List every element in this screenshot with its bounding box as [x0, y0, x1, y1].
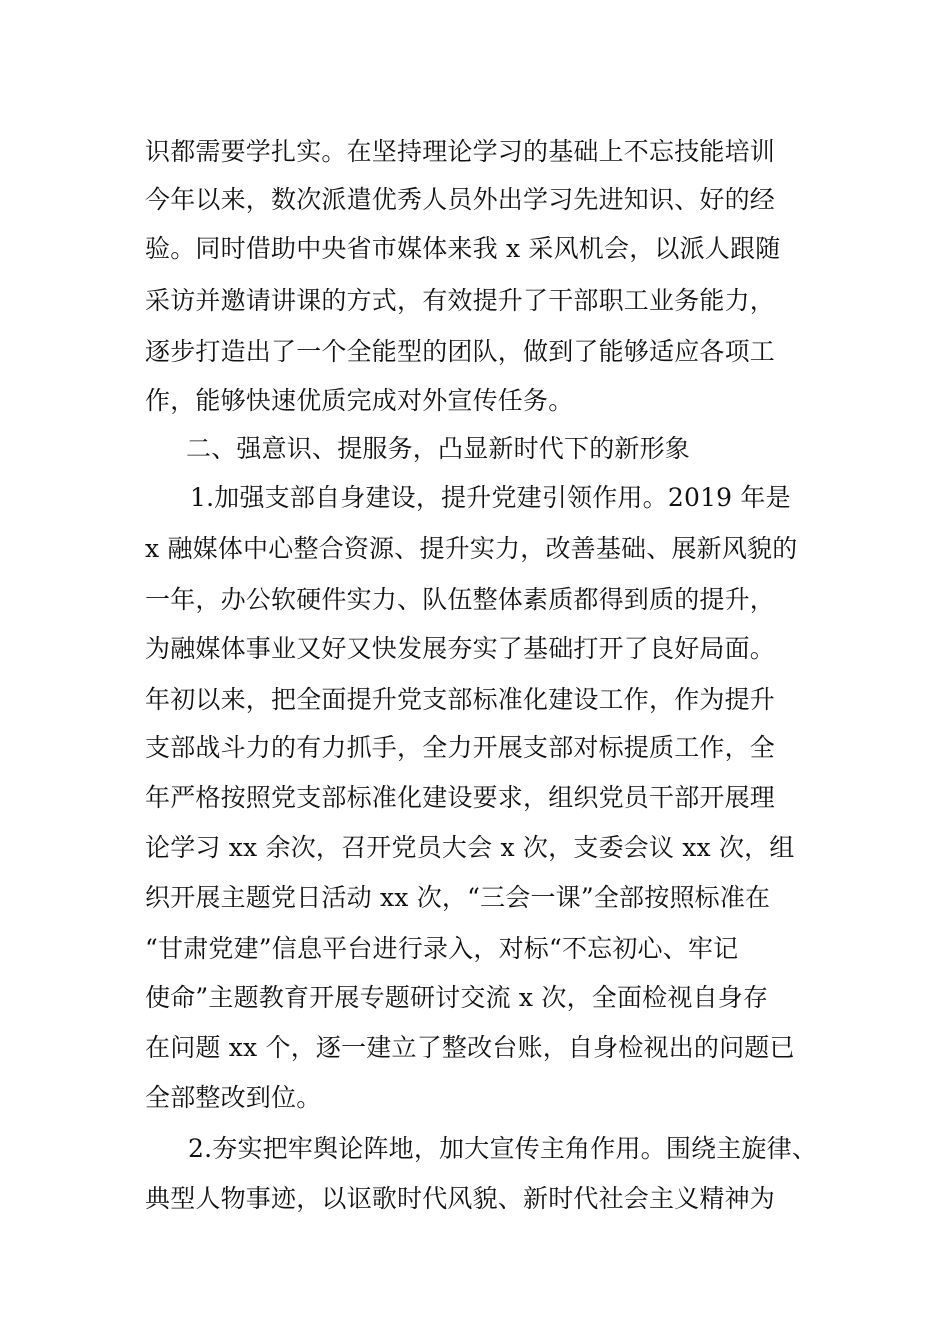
- text-line: x 融媒体中心整合资源、提升实力，改善基础、展新风貌的: [145, 534, 798, 563]
- text-line: 在问题 xx 个，逐一建立了整改台账，自身检视出的问题已: [145, 1033, 795, 1062]
- text-line: 采访并邀请讲课的方式，有效提升了干部职工业务能力，: [145, 286, 776, 315]
- text-line: 全部整改到位。: [145, 1083, 322, 1112]
- text-line: 年严格按照党支部标准化建设要求，组织党员干部开展理: [145, 783, 776, 812]
- text-line: 织开展主题党日活动 xx 次，“三会一课”全部按照标准在: [145, 883, 771, 912]
- section-heading: 二、强意识、提服务，凸显新时代下的新形象: [186, 434, 691, 463]
- text-line: 一年，办公软硬件实力、队伍整体素质都得到质的提升，: [145, 585, 776, 614]
- text-line: 支部战斗力的有力抓手，全力开展支部对标提质工作，全: [145, 733, 776, 762]
- paragraph-start-line: 1.加强支部自身建设，提升党建引领作用。2019 年是: [190, 483, 791, 512]
- text-line: “甘肃党建”信息平台进行录入，对标“不忘初心、牢记: [145, 934, 739, 963]
- text-line: 为融媒体事业又好又快发展夯实了基础打开了良好局面。: [145, 634, 776, 663]
- text-line: 识都需要学扎实。在坚持理论学习的基础上不忘技能培训: [145, 137, 776, 166]
- paragraph-start-line: 2.夯实把牢舆论阵地，加大宣传主角作用。围绕主旋律、: [188, 1134, 818, 1163]
- text-line: 作，能够快速优质完成对外宣传任务。: [145, 386, 574, 415]
- text-line: 使命”主题教育开展专题研讨交流 x 次，全面检视自身存: [145, 983, 769, 1012]
- text-line: 验。同时借助中央省市媒体来我 x 采风机会，以派人跟随: [145, 234, 781, 263]
- text-line: 今年以来，数次派遣优秀人员外出学习先进知识、好的经: [145, 185, 776, 214]
- text-line: 逐步打造出了一个全能型的团队，做到了能够适应各项工: [145, 337, 776, 366]
- text-line: 论学习 xx 余次，召开党员大会 x 次，支委会议 xx 次，组: [145, 833, 795, 862]
- text-line: 典型人物事迹，以讴歌时代风貌、新时代社会主义精神为: [145, 1184, 776, 1213]
- text-line: 年初以来，把全面提升党支部标准化建设工作，作为提升: [145, 685, 776, 714]
